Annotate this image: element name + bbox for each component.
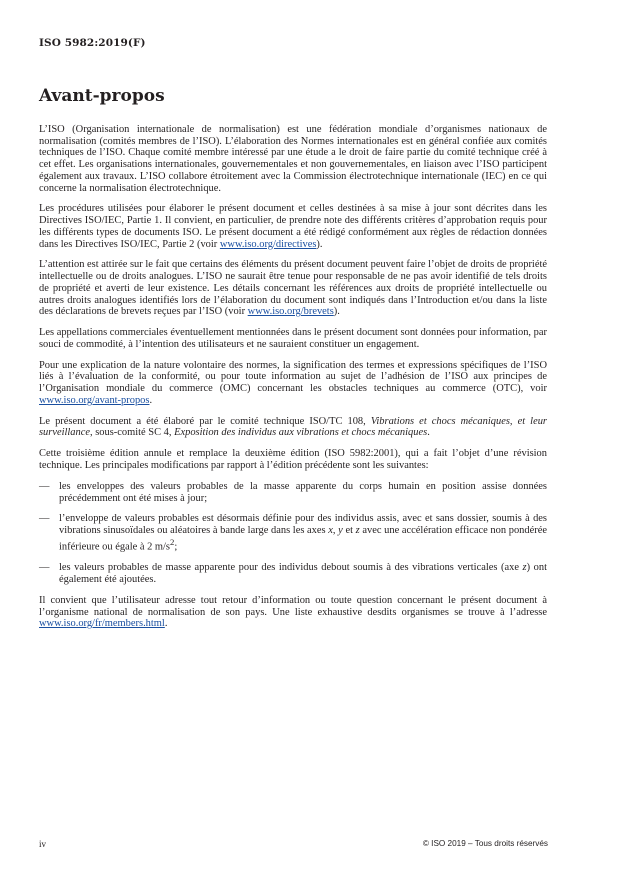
dash-marker: — (39, 513, 50, 525)
paragraph-text: L’attention est attirée sur le fait que certains des éléments du présent document peuvent faire l’objet de droits de propriété intellectuelle ou de droits analogues. L’ISO ne saurait être tenue pour responsable de ne pas avoir identifié de tels droits de propriété et averti de leur existence. Les détails concernant les références aux droits de propriété intellectuelle ou autres droits analogues identifiés lors de l’élaboration du document sont indiqués dans l’Introduction et/ou dans la liste des déclarations de brevets reçues par l’ISO (voir (39, 259, 547, 318)
paragraph-feedback (39, 595, 547, 630)
page-number: iv (39, 839, 47, 849)
paragraph-edition: Cette troisième édition annule et remplace la deuxième édition (ISO 5982:2001), qui a fait l’objet d’une révision technique. Les principales modifications par rapport à l’édition précédente sont les suivantes: (39, 448, 547, 471)
paragraph-text: Le présent document a été élaboré par le comité technique ISO/TC 108, (39, 415, 371, 427)
document-id: ISO 5982:2019(F) (39, 37, 146, 49)
directives-link[interactable]: www.iso.org/directives (219, 238, 317, 250)
list-item-text: et (342, 525, 356, 537)
paragraph-text: . (427, 427, 430, 439)
list-item-text: , (332, 525, 339, 537)
committee-title: Vibrations et chocs mécaniques, et leur surveillance (39, 415, 547, 439)
paragraph-text: Les procédures utilisées pour élaborer le présent document et celles destinées à sa mise à jour sont décrites dans les Directives ISO/IEC, Partie 1. Il convient, en particulier, de prendre note des différents critères d’approbation requis pour les différents types de documents ISO. Le présent document a été rédigé conformément aux règles de rédaction données dans les Directives ISO/IEC, Partie 2 (voir (39, 203, 547, 250)
paragraph-text: Il convient que l’utilisateur adresse tout retour d’information ou toute question concernant le présent document à l’organisme national de normalisation de son pays. Une liste exhaustive desdits organismes se trouve à l’adresse (39, 594, 547, 618)
paragraph-text: . (164, 618, 168, 630)
list-item-text: l’enveloppe de valeurs probables est désormais définie pour des individus assis, avec et sans dossier, soumis à des vibrations sinusoïdales ou aléatoires à bande large dans les axes (59, 513, 547, 537)
paragraph-procedures (39, 203, 547, 250)
paragraph-committee (39, 416, 547, 439)
subcommittee-title: Exposition des individus aux vibrations et chocs mécaniques (174, 427, 428, 439)
paragraph-voluntary-nature (39, 360, 547, 407)
paragraph-text: . (149, 394, 153, 406)
list-item-text: avec une accélération efficace non pondérée inférieure ou égale à 2 m/s (59, 525, 547, 553)
list-item (39, 513, 547, 553)
copyright-notice: © ISO 2019 – Tous droits réservés (422, 839, 548, 848)
exponent: 2 (170, 536, 175, 547)
list-item-text: les enveloppes des valeurs probables de la masse apparente du corps humain en position assise données précédemment ont été mises à jour; (59, 480, 547, 504)
list-item (39, 562, 547, 585)
foreword-link[interactable]: www.iso.org/avant-propos (39, 394, 150, 406)
list-item-text: ) ont également été ajoutées. (59, 562, 547, 585)
dash-marker: — (39, 562, 50, 574)
list-item-text: ; (174, 541, 178, 553)
paragraph-text: , sous-comité SC 4, (90, 427, 175, 439)
dash-marker: — (39, 480, 50, 492)
paragraph-trade-names: Les appellations commerciales éventuellement mentionnées dans le présent document sont données pour information, par souci de commodité, à l’intention des utilisateurs et ne sauraient constituer un engagement. (39, 327, 547, 350)
axis-x: x (328, 525, 333, 537)
axis-y: y (338, 525, 343, 537)
patents-link[interactable]: www.iso.org/brevets (247, 306, 334, 318)
paragraph-text: Pour une explication de la nature volontaire des normes, la signification des termes et expressions spécifiques de l’ISO liés à l’évaluation de la conformité, ou pour toute information au sujet de l’adhésion de l’ISO aux principes de l’Organisation mondiale du commerce (OMC) concernant les obstacles techniques au commerce (OTC), voir (39, 359, 547, 395)
paragraph-text: ). (333, 306, 340, 318)
foreword-body (39, 124, 547, 639)
axis-z: z (355, 525, 360, 537)
axis-z: z (522, 562, 527, 574)
paragraph-text: ). (316, 238, 323, 250)
list-item (39, 481, 547, 504)
paragraph-iso-intro: L’ISO (Organisation internationale de normalisation) est une fédération mondiale d’organismes nationaux de normalisation (comités membres de l’ISO). L’élaboration des Normes internationales est en général confiée aux comités techniques de l’ISO. Chaque comité membre intéressé par une étude a le droit de faire partie du comité technique créé à cet effet. Les organisations internationales, gouvernementales et non gouvernementales, en liaison avec l’ISO participent également aux travaux. L’ISO collabore étroitement avec la Commission électrotechnique internationale (IEC) en ce qui concerne la normalisation électrotechnique. (39, 124, 547, 194)
changes-list (39, 481, 547, 586)
members-link[interactable]: www.iso.org/fr/members.html (39, 618, 165, 630)
page-title: Avant-propos (39, 86, 165, 106)
list-item-text: les valeurs probables de masse apparente pour des individus debout soumis à des vibrations verticales (axe (59, 562, 523, 574)
paragraph-patents (39, 259, 547, 318)
